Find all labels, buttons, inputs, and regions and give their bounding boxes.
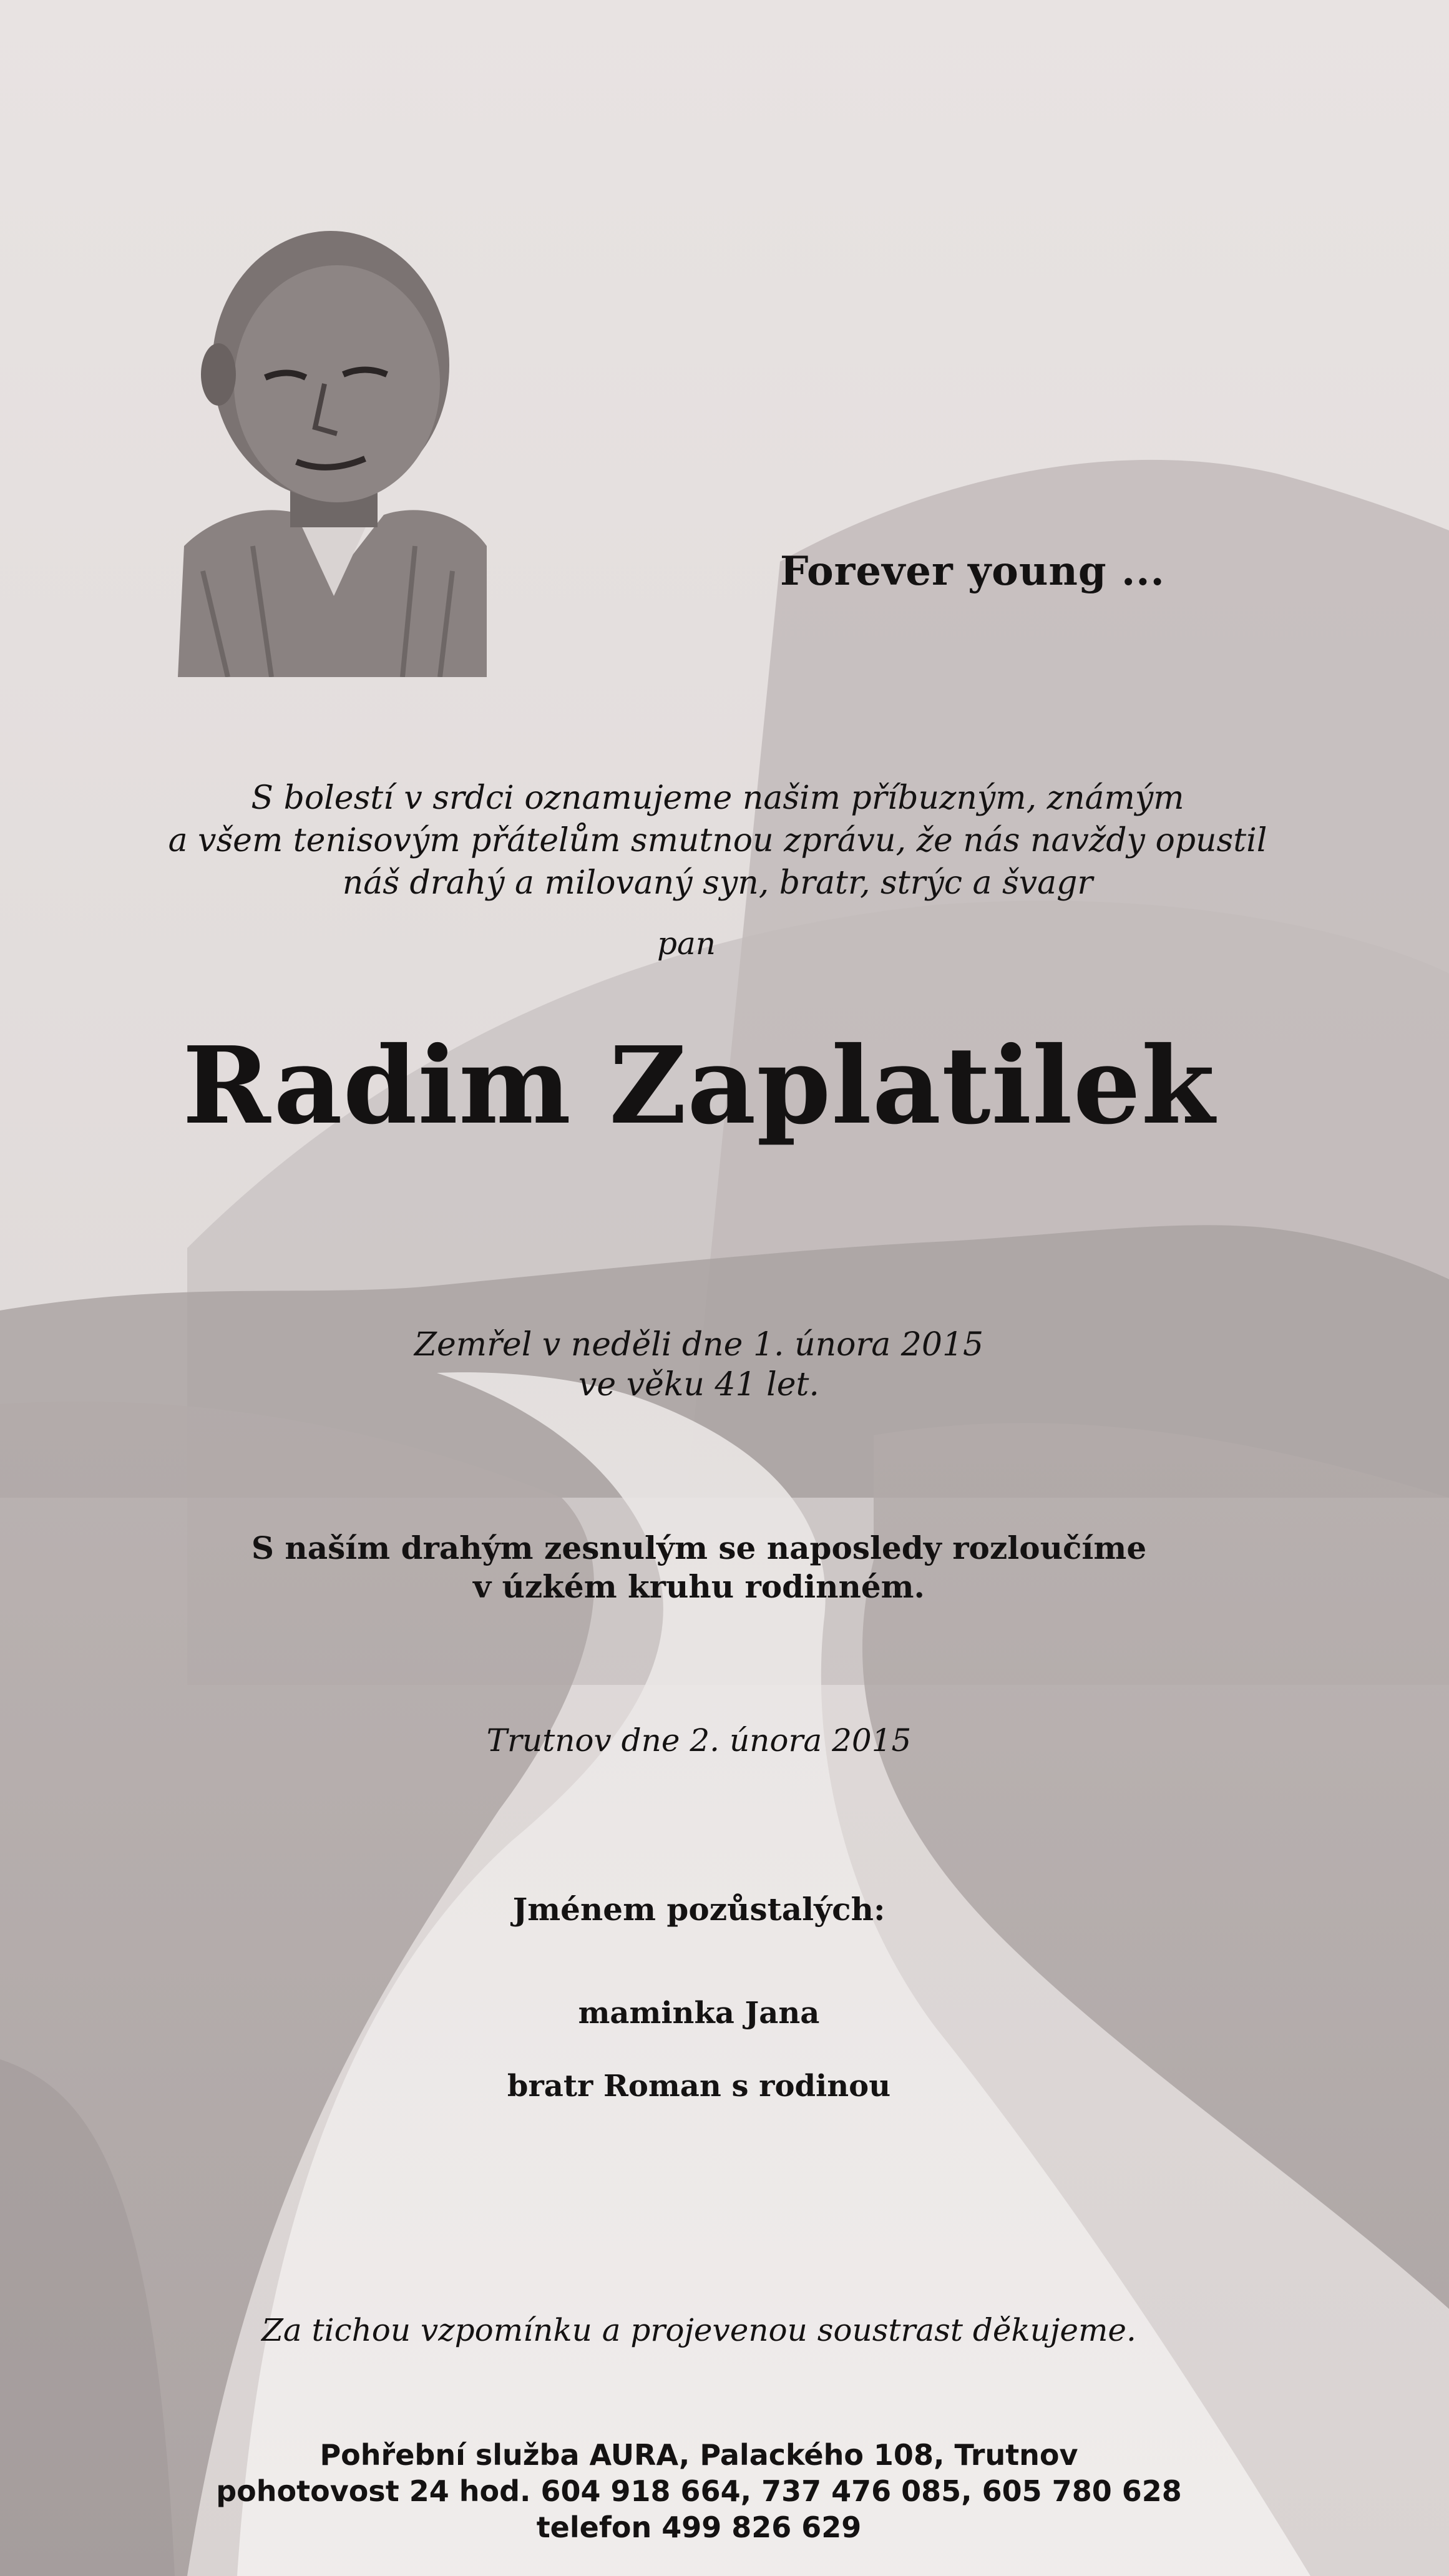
bereaved-member: maminka Jana xyxy=(578,1996,820,2031)
announcement-text xyxy=(94,777,1342,904)
portrait-photo xyxy=(178,222,487,677)
death-date: Zemřel v neděli dne 1. února 2015 xyxy=(414,1326,984,1364)
funeral-service-info xyxy=(0,2437,1398,2545)
title-word: pan xyxy=(656,925,716,962)
announcement-line-2: a všem tenisovým přátelům smutnou zprávu, že nás navždy opustil xyxy=(168,822,1267,859)
farewell-line-2: v úzkém kruhu rodinném. xyxy=(473,1568,925,1605)
funeral-service-phone: telefon 499 826 629 xyxy=(536,2510,862,2544)
funeral-service-address: Pohřební služba AURA, Palackého 108, Trutnov xyxy=(320,2438,1078,2472)
bereaved-member: bratr Roman s rodinou xyxy=(507,2069,891,2104)
place-date: Trutnov dne 2. února 2015 xyxy=(486,1722,912,1759)
announcement-line-1: S bolestí v srdci oznamujeme našim příbuzným, známým xyxy=(251,779,1184,817)
farewell-text xyxy=(0,1529,1398,1606)
thanks-text: Za tichou vzpomínku a projevenou soustrast děkujeme. xyxy=(261,2312,1136,2348)
bereaved-heading: Jménem pozůstalých: xyxy=(512,1891,886,1928)
funeral-service-emergency: pohotovost 24 hod. 604 918 664, 737 476 085, 605 780 628 xyxy=(216,2474,1182,2508)
motto: Forever young ... xyxy=(780,548,1165,595)
death-details xyxy=(0,1325,1398,1405)
deceased-name: Radim Zaplatilek xyxy=(182,1023,1216,1148)
farewell-line-1: S naším drahým zesnulým se naposledy rozloučíme xyxy=(251,1530,1147,1566)
announcement-line-3: náš drahý a milovaný syn, bratr, strýc a švagr xyxy=(342,864,1093,902)
death-age: ve věku 41 let. xyxy=(578,1366,819,1403)
